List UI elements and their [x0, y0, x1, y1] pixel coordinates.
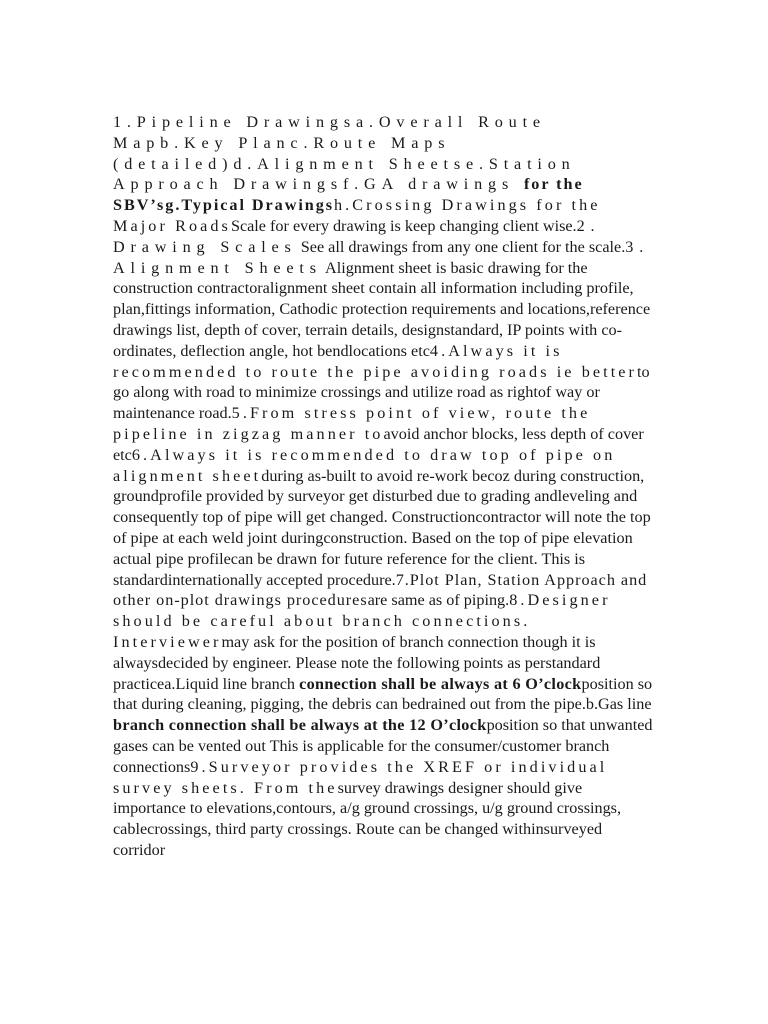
- text-segment: avoid anchor blocks, less depth of cover etc: [113, 424, 644, 464]
- document-body: [113, 112, 653, 861]
- text-segment: h.Crossing Drawings for the Major Roads: [113, 196, 601, 235]
- text-segment: 2. Drawing Scales: [113, 216, 601, 256]
- text-segment: during as-built to avoid re-work becoz during construction, groundprofile provided by surveyor get disturbed due to grading andleveling and consequently top of pipe will get changed. Constructioncontractor will note the top of pipe at each weld joint duringconstruction. Based on the top of pipe elevation actual pipe profilecan be drawn for future reference for the client. This is standardinternationally accepted procedure.: [113, 466, 651, 589]
- text-segment: position so that during cleaning, pigging, the debris can bedrained out from the pipe.b.Gas line: [113, 674, 653, 714]
- text-segment: Alignment sheet is basic drawing for the construction contractoralignment sheet contain all information including profile, plan,fittings information, Cathodic protection requirements and locations,reference drawings list, depth of cover, terrain details, designstandard, IP points with co-ordinates, deflection angle, hot bendlocations etc: [113, 258, 651, 360]
- text-segment: 8.Designer should be careful about branch connections. Interviewer: [113, 591, 611, 651]
- text-segment: Scale for every drawing is keep changing client wise.: [230, 216, 577, 235]
- text-segment: 1.Pipeline Drawingsa.Overall Route Mapb.Key Planc.Route Maps (detailed)d.Alignment Sheetse.Station Approach Drawingsf.GA drawings: [113, 113, 576, 194]
- text-segment: for the SBV’sg.Typical Drawings: [113, 175, 584, 215]
- text-segment: See all drawings from any one client for the scale.: [296, 237, 626, 256]
- text-segment: 3. Alignment Sheets: [113, 237, 650, 277]
- text-segment: to go along with road to minimize crossings and utilize road as rightof way or maintenance road.: [113, 362, 650, 423]
- text-segment: 5.From stress point of view, route the pipeline in zigzag manner to: [113, 404, 591, 443]
- text-segment: survey drawings designer should give importance to elevations,contours, a/g ground crossings, u/g ground crossings, cablecrossings, third party crossings. Route can be changed withinsurveyed corridor: [113, 778, 622, 859]
- text-segment: 4.Always it is recommended to route the pipe avoiding roads ie better: [113, 341, 638, 381]
- text-segment: position so that unwanted gases can be vented out This is applicable for the consumer/customer branch connections: [113, 716, 653, 776]
- text-segment: 6.Always it is recommended to draw top of pipe on alignment sheet: [113, 445, 616, 485]
- text-segment: 9.Surveyor provides the XREF or individual survey sheets. From the: [113, 757, 608, 797]
- text-segment: 7.Plot Plan, Station Approach and other on-plot drawings procedures: [113, 570, 648, 610]
- text-segment: branch connection shall be always at the 12 O’clock: [113, 716, 487, 735]
- text-segment: may ask for the position of branch connection though it is alwaysdecided by engineer. Please note the following points as perstandard practicea.Liquid line branch: [113, 632, 601, 693]
- text-segment: are same as of piping.: [367, 591, 510, 610]
- text-segment: connection shall be always at 6 O’clock: [299, 674, 582, 693]
